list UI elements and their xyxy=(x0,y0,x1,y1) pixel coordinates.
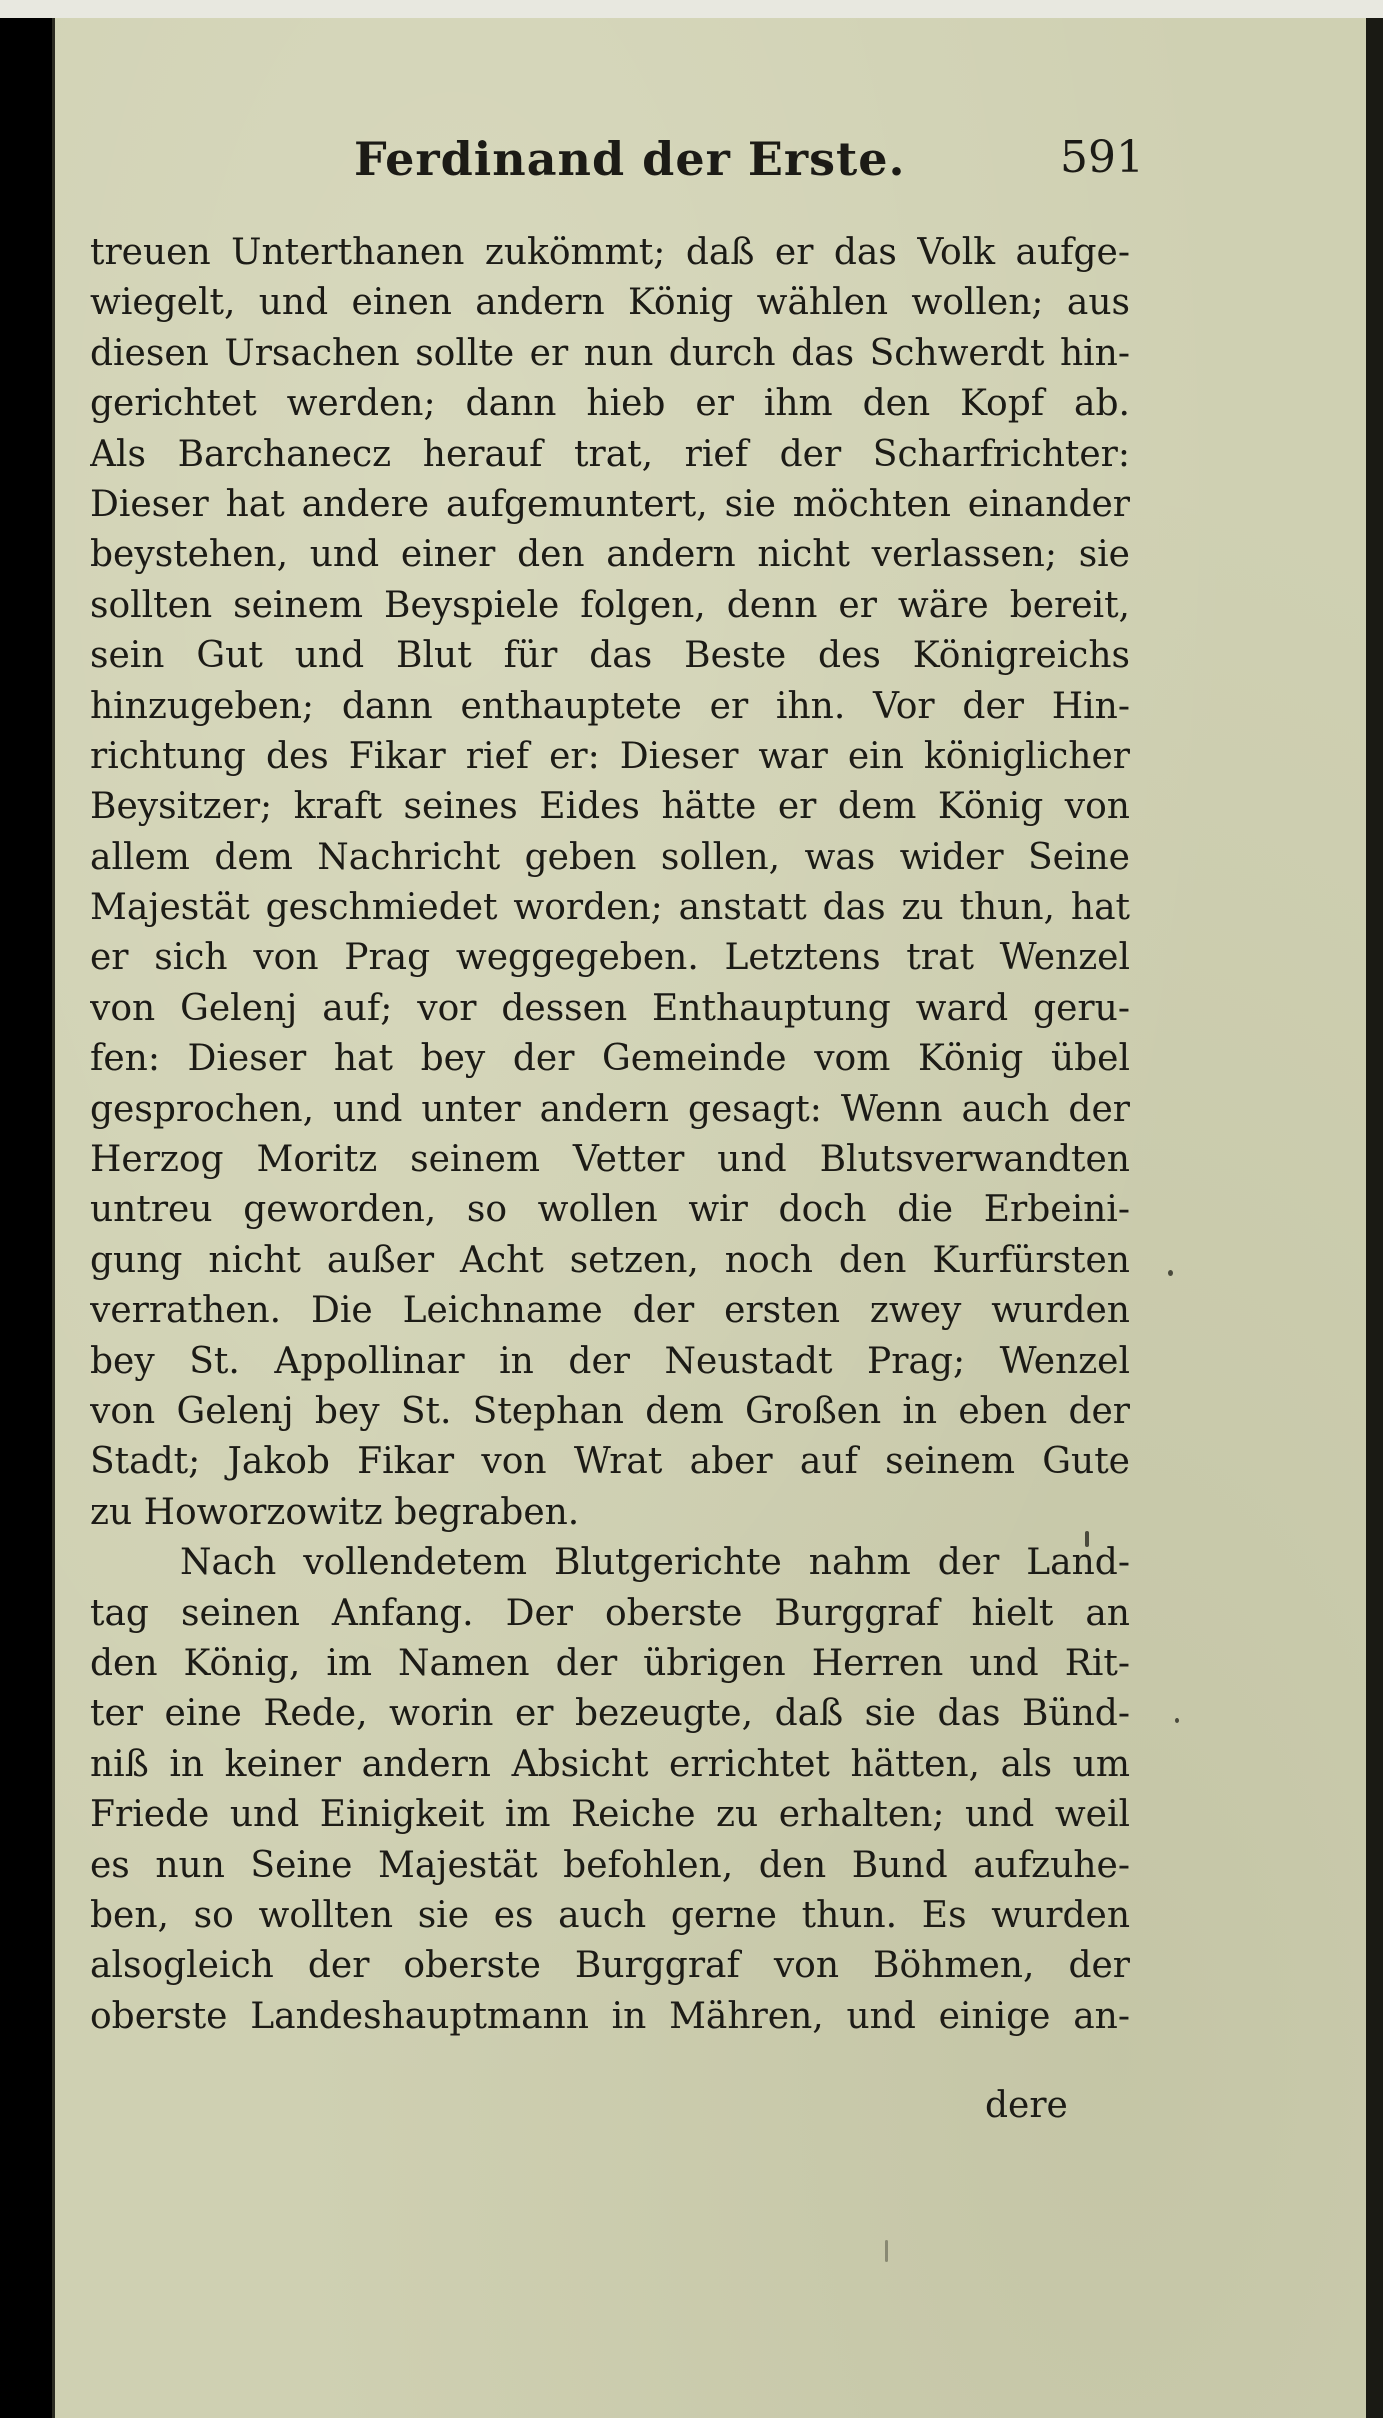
text-line: von Gelenj bey St. Stephan dem Großen in eben der xyxy=(90,1390,1130,1432)
text-line: Herzog Moritz seinem Vetter und Blutsverwandten xyxy=(90,1139,1130,1181)
text-line: Beysitzer; kraft seines Eides hätte er dem König von xyxy=(90,786,1130,828)
text-line: Nach vollendetem Blutgerichte nahm der Land- xyxy=(180,1542,1130,1584)
text-line: Dieser hat andere aufgemuntert, sie möchten einander xyxy=(90,483,1130,525)
text-line: gung nicht außer Acht setzen, noch den Kurfürsten xyxy=(90,1239,1130,1281)
text-line: niß in keiner andern Absicht errichtet hätten, als um xyxy=(90,1743,1130,1785)
scan-right-edge xyxy=(1366,18,1383,2418)
text-line: ben, so wollten sie es auch gerne thun. Es wurden xyxy=(90,1894,1130,1936)
body-text xyxy=(90,228,1130,2042)
paper-speck xyxy=(1168,1270,1173,1276)
text-line: den König, im Namen der übrigen Herren und Rit- xyxy=(90,1642,1130,1684)
text-line: ter eine Rede, worin er bezeugte, daß sie das Bünd- xyxy=(90,1693,1130,1735)
text-line: hinzugeben; dann enthauptete er ihn. Vor der Hin- xyxy=(90,685,1130,727)
text-line: Friede und Einigkeit im Reiche zu erhalten; und weil xyxy=(90,1794,1130,1836)
text-line: fen: Dieser hat bey der Gemeinde vom König übel xyxy=(90,1038,1130,1080)
page-number: 591 xyxy=(1060,132,1144,183)
text-line: Als Barchanecz herauf trat, rief der Scharfrichter: xyxy=(90,433,1130,475)
text-line: zu Howorzowitz begraben. xyxy=(90,1491,580,1533)
text-line: es nun Seine Majestät befohlen, den Bund aufzuhe- xyxy=(90,1844,1130,1886)
text-line: verrathen. Die Leichname der ersten zwey wurden xyxy=(90,1290,1130,1332)
text-line: allem dem Nachricht geben sollen, was wider Seine xyxy=(90,836,1130,878)
text-line: untreu geworden, so wollen wir doch die Erbeini- xyxy=(90,1189,1130,1231)
text-line: wiegelt, und einen andern König wählen wollen; aus xyxy=(90,282,1130,324)
text-line: von Gelenj auf; vor dessen Enthauptung ward geru- xyxy=(90,987,1130,1029)
text-line: sein Gut und Blut für das Beste des Königreichs xyxy=(90,635,1130,677)
text-line: diesen Ursachen sollte er nun durch das Schwerdt hin- xyxy=(90,332,1130,374)
text-line: sollten seinem Beyspiele folgen, denn er wäre bereit, xyxy=(90,584,1130,626)
text-line: gesprochen, und unter andern gesagt: Wenn auch der xyxy=(90,1088,1130,1130)
text-line: Stadt; Jakob Fikar von Wrat aber auf seinem Gute xyxy=(90,1441,1130,1483)
text-line: beystehen, und einer den andern nicht verlassen; sie xyxy=(90,534,1130,576)
text-line: richtung des Fikar rief er: Dieser war ein königlicher xyxy=(90,735,1130,777)
text-line: alsogleich der oberste Burggraf von Böhmen, der xyxy=(90,1945,1130,1987)
text-line: oberste Landeshauptmann in Mähren, und einige an- xyxy=(90,1995,1130,2037)
text-line: bey St. Appollinar in der Neustadt Prag; Wenzel xyxy=(90,1340,1130,1382)
scan-top-edge xyxy=(0,0,1383,18)
text-line: er sich von Prag weggegeben. Letztens trat Wenzel xyxy=(90,937,1130,979)
paper-speck xyxy=(1175,1718,1179,1723)
text-line: treuen Unterthanen zukömmt; daß er das Volk aufge- xyxy=(90,232,1130,273)
running-title: Ferdinand der Erste. xyxy=(354,132,906,186)
paper-speck xyxy=(885,2240,888,2262)
text-line: tag seinen Anfang. Der oberste Burggraf hielt an xyxy=(90,1592,1130,1634)
catchword: dere xyxy=(985,2085,1068,2126)
text-line: Majestät geschmiedet worden; anstatt das zu thun, hat xyxy=(90,887,1130,929)
page-header xyxy=(354,132,1144,212)
text-line: gerichtet werden; dann hieb er ihm den Kopf ab. xyxy=(90,383,1130,425)
